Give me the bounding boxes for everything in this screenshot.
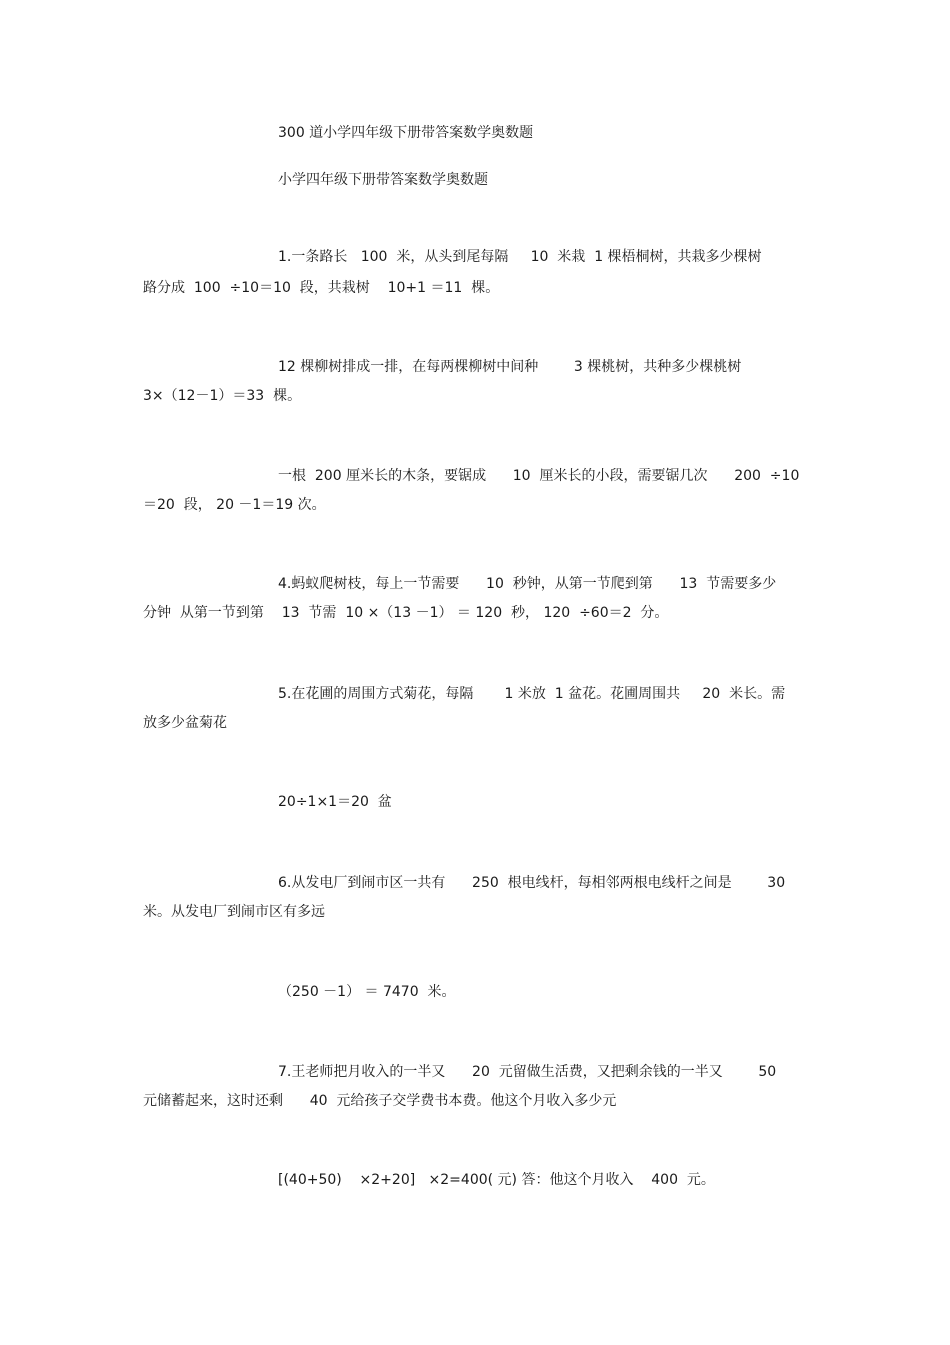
problem-2-answer: 3×（12－1）＝33 棵。 — [143, 388, 302, 404]
document-title: 300 道小学四年级下册带答案数学奥数题 — [278, 125, 534, 141]
problem-7-answer: [(40+50) ×2+20] ×2=400( 元) 答：他这个月收入 400 元。 — [278, 1172, 715, 1188]
problem-7-question-cont: 元储蓄起来，这时还剩 40 元给孩子交学费书本费。他这个月收入多少元 — [143, 1093, 617, 1109]
problem-4-answer: 分钟 从第一节到第 13 节需 10 ×（13 －1） ＝ 120 秒， 120 ÷60＝2 分。 — [143, 605, 669, 621]
problem-1-question: 1.一条路长 100 米，从头到尾每隔 10 米栽 1 棵梧桐树，共栽多少棵树 — [278, 249, 762, 265]
problem-1-answer: 路分成 100 ÷10＝10 段，共栽树 10+1 ＝11 棵。 — [143, 280, 500, 296]
problem-5-answer: 20÷1×1＝20 盆 — [278, 794, 392, 810]
problem-3-question: 一根 200 厘米长的木条，要锯成 10 厘米长的小段，需要锯几次 200 ÷10 — [278, 468, 800, 484]
problem-6-question: 6.从发电厂到闹市区一共有 250 根电线杆，每相邻两根电线杆之间是 30 — [278, 875, 786, 891]
problem-7-question: 7.王老师把月收入的一半又 20 元留做生活费，又把剩余钱的一半又 50 — [278, 1064, 777, 1080]
problem-5-question: 5.在花圃的周围方式菊花，每隔 1 米放 1 盆花。花圃周围共 20 米长。需 — [278, 686, 786, 702]
problem-4-question: 4.蚂蚁爬树枝，每上一节需要 10 秒钟，从第一节爬到第 13 节需要多少 — [278, 576, 777, 592]
problem-3-answer: ＝20 段， 20 －1＝19 次。 — [143, 497, 326, 513]
problem-5-question-cont: 放多少盆菊花 — [143, 715, 227, 731]
problem-2-question: 12 棵柳树排成一排，在每两棵柳树中间种 3 棵桃树，共种多少棵桃树 — [278, 359, 742, 375]
problem-6-question-cont: 米。从发电厂到闹市区有多远 — [143, 904, 325, 920]
problem-6-answer: （250 －1） ＝ 7470 米。 — [278, 984, 456, 1000]
document-subtitle: 小学四年级下册带答案数学奥数题 — [278, 172, 488, 188]
